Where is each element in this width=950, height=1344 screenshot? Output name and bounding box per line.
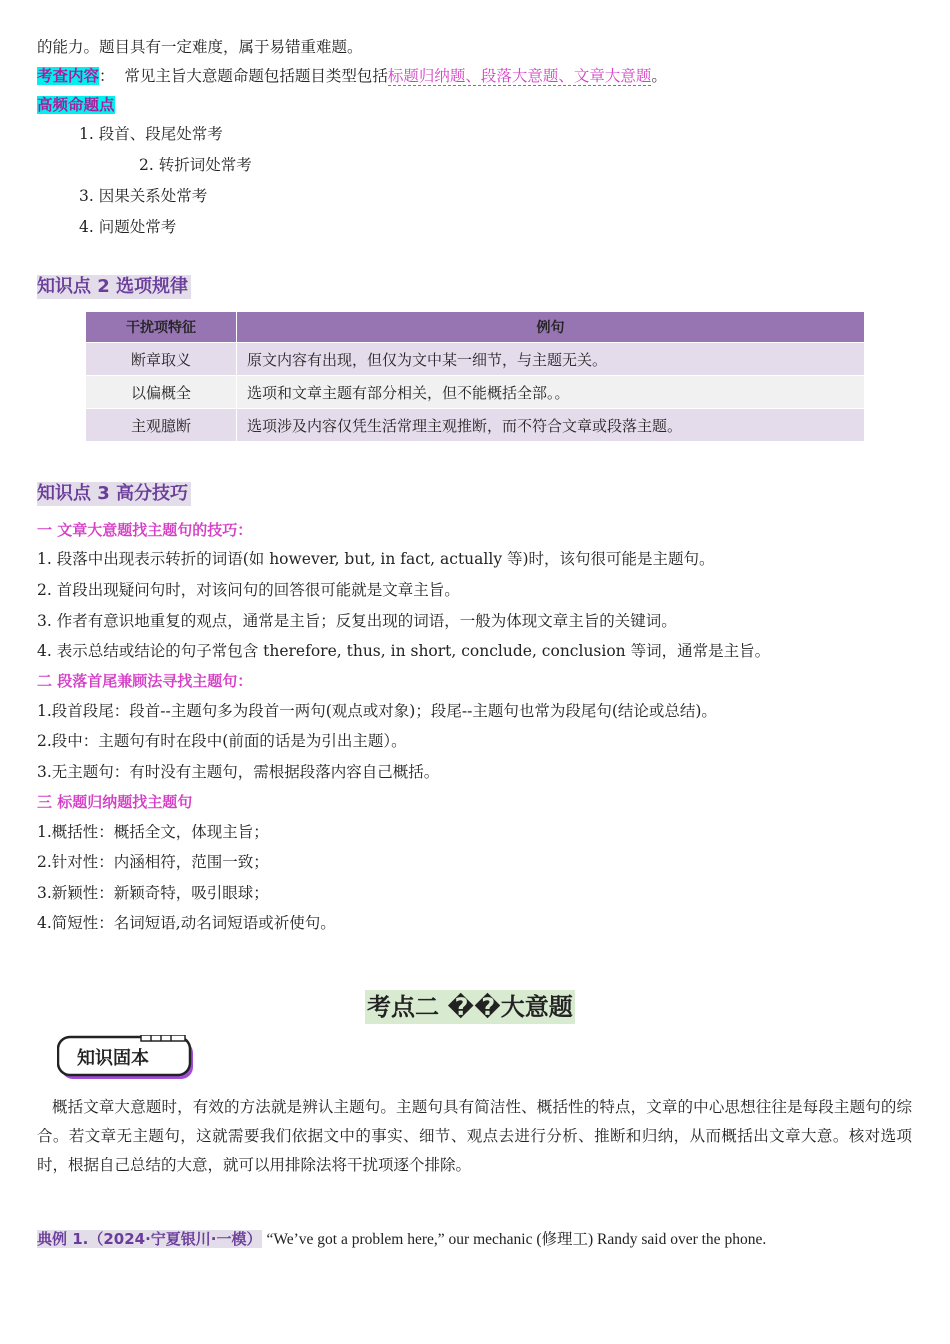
freq-label: 高频命题点 [37,96,115,114]
s1-item: 3. 作者有意识地重复的观点，通常是主旨；反复出现的词语，一般为体现文章主旨的关键词。 [37,612,677,630]
kaodian-title: 考点二 ��大意题 [365,990,575,1024]
s3-item: 3.新颖性：新颖奇特，吸引眼球； [37,884,269,902]
s3-heading: 三 标题归纳题找主题句 [37,793,193,811]
s1-heading: 一 文章大意题找主题句的技巧： [37,521,253,539]
distractor-table [85,311,865,442]
content-label: 考查内容 [37,67,100,85]
s2-item: 3.无主题句：有时没有主题句，需根据段落内容自己概括。 [37,763,440,781]
table-row [86,376,865,409]
table-row [86,343,865,376]
content-text: 常见主旨大意题命题包括题目类型包括 [124,67,388,85]
freq-item: 3. 因果关系处常考 [79,187,208,205]
s2-item: 1.段首段尾：段首--主题句多为段首一两句(观点或对象)；段尾--主题句也常为段尾句(结论或总结)。 [37,702,717,720]
table-row [86,409,865,442]
content-line [37,66,667,86]
example-tag: 典例 1.（2024·宁夏银川·一模） [37,1230,262,1248]
content-end: 。 [651,67,667,85]
example-text: “We’ve got a problem here,” our mechanic (修理工) Randy said over the phone. [266,1231,767,1248]
content-colon: ： [99,67,115,85]
knowledge-badge [57,1035,195,1081]
table-header-example: 例句 [237,312,865,343]
row-feature: 主观臆断 [86,409,237,442]
freq-item: 2. 转折词处常考 [139,156,252,174]
s3-item: 4.简短性：名词短语,动名词短语或祈使句。 [37,914,336,932]
row-feature: 以偏概全 [86,376,237,409]
kaodian-paragraph: 概括文章大意题时，有效的方法就是辨认主题句。主题句具有简洁性、概括性的特点，文章的中心思想往往是每段主题句的综合。若文章无主题句，这就需要我们依据文中的事实、细节、观点去进行分析、推断和归纳，从而概括出文章大意。核对选项时，根据自己总结的大意，就可以用排除法将干扰项逐个排除。 [37,1098,912,1174]
example-line [37,1229,766,1250]
s1-item: 1. 段落中出现表示转折的词语(如 however, but, in fact, actually 等)时，该句很可能是主题句。 [37,550,715,568]
s1-item: 4. 表示总结或结论的句子常包含 therefore, thus, in short, conclude, conclusion 等词，通常是主旨。 [37,642,771,660]
intro-line: 的能力。题目具有一定难度，属于易错重难题。 [37,38,363,56]
row-example: 选项涉及内容仅凭生活常理主观推断，而不符合文章或段落主题。 [237,409,865,442]
kp2-title: 知识点 2 选项规律 [37,275,191,299]
s1-item: 2. 首段出现疑问句时，对该问句的回答很可能就是文章主旨。 [37,581,460,599]
s2-heading: 二 段落首尾兼顾法寻找主题句： [37,672,253,690]
s3-item: 1.概括性：概括全文，体现主旨； [37,823,269,841]
row-feature: 断章取义 [86,343,237,376]
badge-label: 知识固本 [77,1048,149,1069]
table-header-feature: 干扰项特征 [86,312,237,343]
freq-line [37,95,115,115]
row-example: 选项和文章主题有部分相关，但不能概括全部。。 [237,376,865,409]
freq-item: 4. 问题处常考 [79,218,177,236]
freq-item: 1. 段首、段尾处常考 [79,125,223,143]
kp3-title: 知识点 3 高分技巧 [37,482,191,506]
content-types: 标题归纳题、段落大意题、文章大意题 [387,67,652,85]
row-example: 原文内容有出现，但仅为文中某一细节，与主题无关。 [237,343,865,376]
s2-item: 2.段中：主题句有时在段中(前面的话是为引出主题）。 [37,732,407,750]
s3-item: 2.针对性：内涵相符，范围一致； [37,853,269,871]
